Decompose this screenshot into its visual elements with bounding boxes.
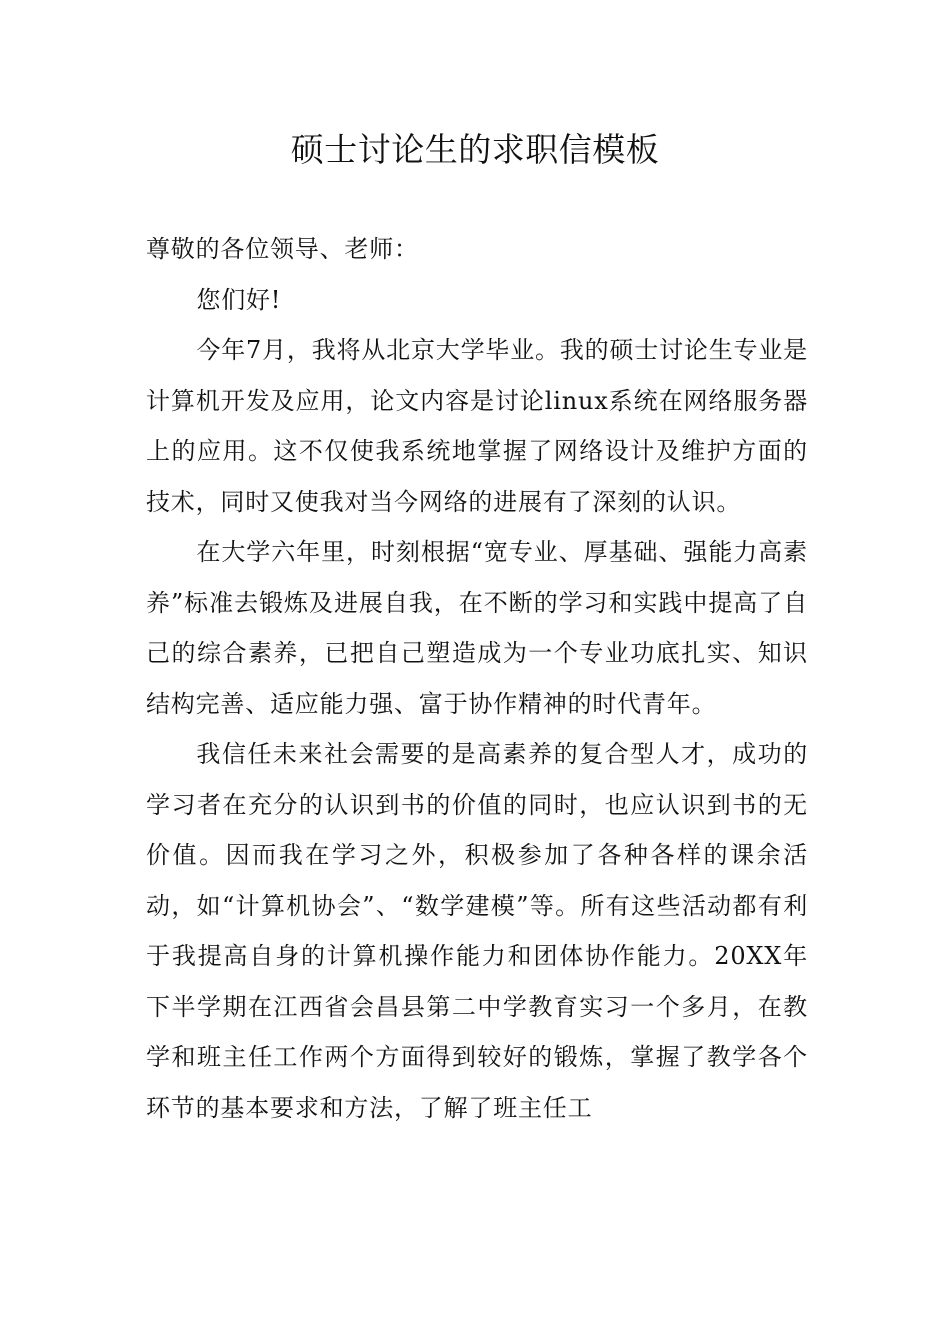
paragraph-1: 今年7月，我将从北京大学毕业。我的硕士讨论生专业是计算机开发及应用，论文内容是讨论linux系统在网络服务器上的应用。这不仅使我系统地掌握了网络设计及维护方面的技术，同时又使我对当今网络的进展有了深刻的认识。	[146, 336, 808, 516]
paragraph-3: 我信任未来社会需要的是高素养的复合型人才，成功的学习者在充分的认识到书的价值的同时，也应认识到书的无价值。因而我在学习之外，积极参加了各种各样的课余活动，如“计算机协会”、“数学建模”等。所有这些活动都有利于我提高自身的计算机操作能力和团体协作能力。20XX年下半学期在江西省会昌县第二中学教育实习一个多月，在教学和班主任工作两个方面得到较好的锻炼，掌握了教学各个环节的基本要求和方法，了解了班主任工	[146, 740, 808, 1122]
greeting: 您们好!	[196, 285, 282, 314]
page-title: 硕士讨论生的求职信模板	[290, 130, 660, 169]
paragraph-2: 在大学六年里，时刻根据“宽专业、厚基础、强能力高素养”标准去锻炼及进展自我，在不断的学习和实践中提高了自己的综合素养，已把自己塑造成为一个专业功底扎实、知识结构完善、适应能力强、富于协作精神的时代青年。	[146, 538, 808, 718]
letter-body	[146, 224, 808, 1133]
salutation: 尊敬的各位领导、老师：	[146, 235, 419, 263]
